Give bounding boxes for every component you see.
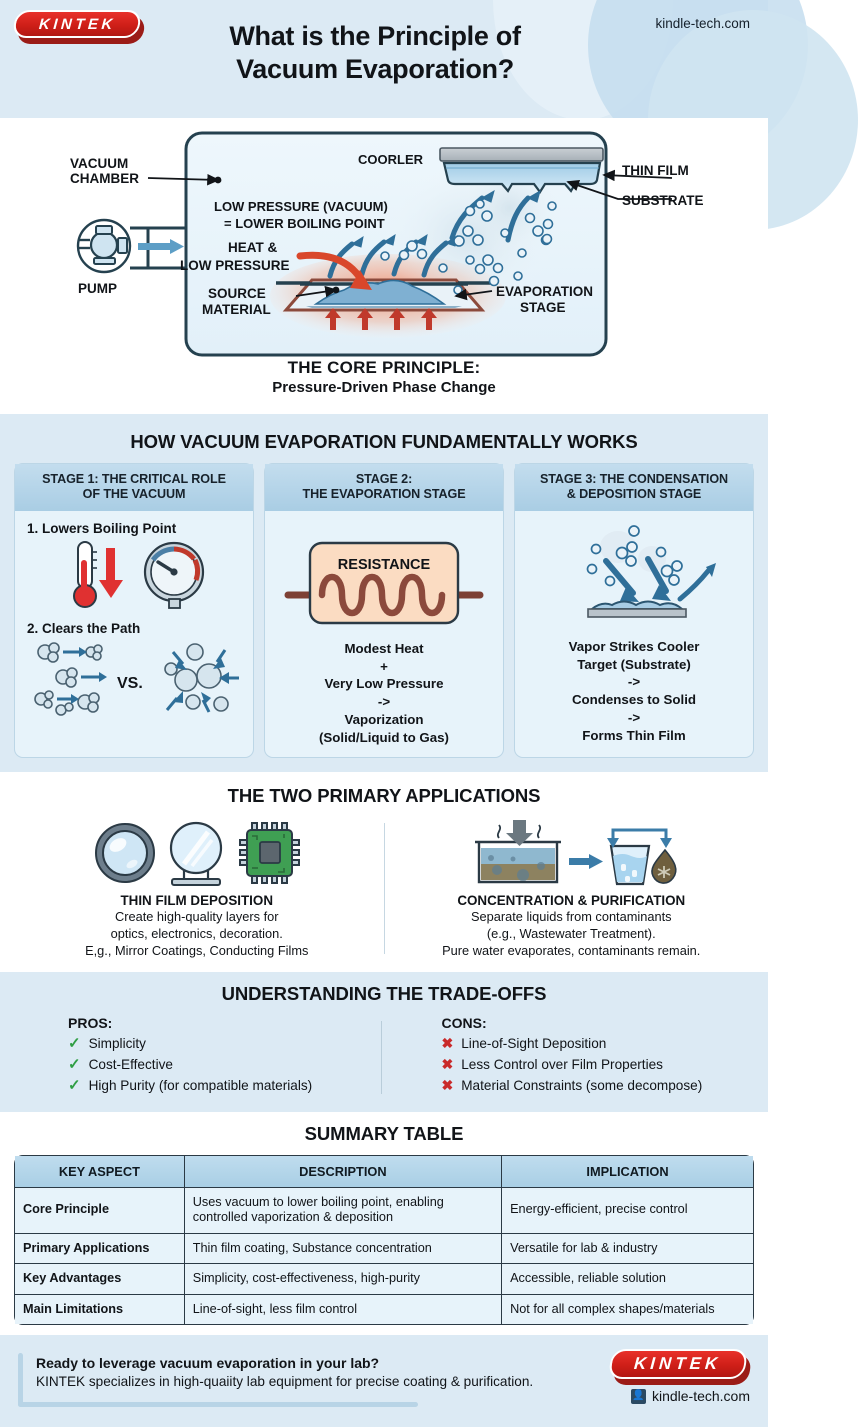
cons-heading: CONS: — [441, 1014, 487, 1031]
table-cell-aspect: Core Principle — [15, 1188, 185, 1234]
stage-2-text — [273, 640, 495, 747]
footer-accent-underline — [18, 1402, 418, 1407]
stage-1-header-line-1: STAGE 1: THE CRITICAL ROLE — [42, 472, 226, 486]
footer-brand-block — [610, 1349, 750, 1404]
cross-icon: ✖ — [441, 1056, 454, 1073]
pros-item-label: Cost-Effective — [88, 1057, 173, 1073]
label-source-1: SOURCE — [208, 286, 266, 301]
stage-3-text-line-2: Target (Substrate) — [577, 656, 691, 672]
table-cell-description: Uses vacuum to lower boiling point, enabling controlled vaporization & deposition — [185, 1188, 502, 1234]
thin-film-desc-1: Create high-quality layers for — [114, 908, 279, 924]
stage-2-header-line-2: THE EVAPORATION STAGE — [302, 487, 466, 502]
footer — [0, 1335, 768, 1427]
mirror-icon — [171, 823, 221, 885]
stage-card-2[interactable] — [264, 463, 504, 758]
table-cell-implication: Accessible, reliable solution — [502, 1264, 753, 1294]
condensation-deposition-icon — [530, 519, 738, 627]
label-low-pressure-1: LOW PRESSURE (VACUUM) — [214, 199, 388, 214]
stage-2-text-line-3: Very Low Pressure — [324, 676, 444, 692]
cons-item-label: Material Constraints (some decompose) — [461, 1078, 703, 1094]
stage-2-text-line-6: (Solid/Liquid to Gas) — [318, 729, 449, 745]
kintek-logo[interactable] — [14, 10, 144, 44]
logo-body — [12, 10, 142, 38]
check-icon: ✓ — [68, 1077, 81, 1095]
table-header-description: DESCRIPTION — [185, 1156, 502, 1188]
pros-item — [68, 1057, 381, 1073]
pros-item — [68, 1078, 381, 1094]
check-icon: ✓ — [68, 1034, 81, 1052]
contact-card-icon: 👤 — [631, 1389, 646, 1404]
stage-1-icons-row-2 — [23, 636, 245, 721]
stage-3-text-line-4: Condenses to Solid — [571, 692, 697, 708]
thermometer-icon — [74, 542, 97, 607]
pros-heading: PROS: — [68, 1014, 113, 1031]
pressure-gauge-icon — [145, 543, 203, 608]
pros-item-label: High Purity (for compatible materials) — [88, 1078, 313, 1094]
table-header-implication: IMPLICATION — [502, 1156, 753, 1188]
vacuum-evaporation-diagram — [0, 118, 768, 414]
footer-site-link[interactable] — [610, 1388, 750, 1404]
stage-3-text-line-1: Vapor Strikes Cooler — [568, 638, 700, 654]
summary-table-section — [0, 1112, 768, 1335]
table-header-key-aspect: KEY ASPECT — [15, 1156, 185, 1188]
footer-subline: KINTEK specializes in high-quaiity lab equipment for precise coating & purification. — [36, 1374, 534, 1390]
stage-cards-row — [14, 463, 754, 758]
page-title-line-1: What is the Principle of — [229, 21, 521, 51]
optics-mirror-chip-icons — [92, 820, 302, 886]
logo-wordmark: KINTEK — [37, 15, 117, 33]
clean-water-glass-icon — [607, 830, 676, 884]
stage-3-header-line-2: & DEPOSITION STAGE — [566, 487, 702, 502]
label-vacuum-chamber-2: CHAMBER — [70, 171, 139, 186]
table-cell-implication: Versatile for lab & industry — [502, 1234, 753, 1264]
stage-2-body — [265, 511, 503, 757]
clear-path-comparison-icon — [25, 636, 243, 716]
table-row — [15, 1188, 753, 1234]
cons-item-label: Line-of-Sight Deposition — [461, 1035, 607, 1051]
thin-film-title: THIN FILM DEPOSITION — [120, 892, 273, 908]
stages-section — [0, 414, 768, 772]
diagram-svg — [0, 118, 768, 368]
core-principle-caption — [0, 358, 768, 396]
label-heat-1: HEAT & — [228, 240, 278, 255]
pros-item — [68, 1036, 381, 1052]
application-thin-film-deposition[interactable] — [14, 817, 380, 960]
table-cell-aspect: Main Limitations — [15, 1295, 185, 1324]
label-vacuum-chamber-1: VACUUM — [70, 156, 129, 171]
stage-1-header — [15, 464, 253, 511]
core-principle-subtitle: Pressure-Driven Phase Change — [272, 379, 496, 396]
stage-3-text — [523, 638, 745, 745]
resistance-label: RESISTANCE — [337, 556, 431, 573]
footer-site-label: kindle-tech.com — [651, 1388, 750, 1405]
label-substrate: SUBSTRATE — [622, 193, 704, 208]
purification-title: CONCENTRATION & PURIFICATION — [457, 892, 686, 908]
footer-logo-wordmark: KINTEK — [633, 1354, 723, 1374]
footer-kintek-logo[interactable] — [610, 1349, 750, 1381]
stage-3-text-line-3: -> — [627, 674, 641, 690]
table-row — [15, 1234, 753, 1264]
process-arrow — [569, 854, 603, 869]
cons-item — [442, 1057, 755, 1073]
cross-icon: ✖ — [441, 1034, 454, 1051]
footer-accent-bar — [18, 1353, 23, 1407]
thin-film-icons — [20, 817, 374, 889]
table-cell-aspect: Key Advantages — [15, 1264, 185, 1294]
label-pump: PUMP — [78, 281, 118, 296]
applications-section-title: THE TWO PRIMARY APPLICATIONS — [227, 784, 541, 806]
stage-2-text-line-2: + — [380, 658, 388, 674]
tradeoffs-row — [14, 1015, 754, 1100]
stage-1-point-1: 1. Lowers Boiling Point — [27, 520, 177, 536]
contaminated-tank-icon — [475, 820, 561, 882]
applications-section — [0, 772, 768, 972]
check-icon: ✓ — [68, 1056, 81, 1074]
purification-desc-1: Separate liquids from contaminants — [470, 908, 672, 924]
stage-1-header-line-2: OF THE VACUUM — [82, 487, 186, 502]
stages-section-title: HOW VACUUM EVAPORATION FUNDAMENTALLY WORKS — [130, 431, 638, 452]
label-source-2: MATERIAL — [202, 302, 271, 317]
lens-icon — [96, 824, 154, 882]
gas-clouds-group — [35, 643, 102, 715]
header — [0, 0, 768, 118]
label-cooler: COORLER — [358, 152, 423, 167]
cross-icon: ✖ — [441, 1077, 454, 1094]
vs-label: VS. — [117, 674, 143, 692]
purification-icons — [395, 817, 749, 889]
table-cell-description: Simplicity, cost-effectiveness, high-purity — [185, 1264, 502, 1294]
stage-2-header — [265, 464, 503, 511]
flow-arrow — [138, 239, 184, 254]
label-evaporation-2: STAGE — [520, 300, 566, 315]
table-row — [15, 1264, 753, 1294]
table-cell-aspect: Primary Applications — [15, 1234, 185, 1264]
stage-1-body — [15, 511, 253, 757]
summary-table-title: SUMMARY TABLE — [304, 1122, 464, 1144]
table-row — [15, 1295, 753, 1324]
incoming-molecules — [588, 526, 683, 586]
table-cell-implication: Energy-efficient, precise control — [502, 1188, 753, 1234]
summary-table — [14, 1155, 754, 1325]
cons-item — [442, 1078, 755, 1094]
water-purification-icon — [461, 818, 681, 888]
header-site-url[interactable]: kindle-tech.com — [655, 16, 750, 31]
footer-text-block — [36, 1355, 533, 1389]
thin-film-desc-2: optics, electronics, decoration. — [110, 925, 283, 941]
stage-3-header — [515, 464, 753, 511]
down-arrow-icon — [99, 548, 123, 598]
thermometer-and-gauge-icons — [34, 536, 234, 614]
stage-1-icons-row-1 — [23, 536, 245, 619]
stage-1-point-2: 2. Clears the Path — [27, 620, 141, 636]
applications-row — [14, 817, 754, 960]
stage-2-text-line-1: Modest Heat — [344, 640, 424, 656]
applications-divider — [384, 823, 385, 954]
footer-logo-body — [608, 1349, 748, 1379]
purification-desc-3: Pure water evaporates, contaminants remain. — [442, 943, 701, 959]
table-cell-implication: Not for all complex shapes/materials — [502, 1295, 753, 1324]
stage-3-body — [515, 511, 753, 757]
stage-card-3[interactable] — [514, 463, 754, 758]
cons-item-label: Less Control over Film Properties — [461, 1057, 663, 1073]
stage-card-1[interactable] — [14, 463, 254, 758]
microchip-icon — [240, 823, 299, 883]
table-header-row — [15, 1156, 753, 1188]
thin-film-desc-3: E,g., Mirror Coatings, Conducting Films — [85, 943, 309, 959]
stage-2-header-line-1: STAGE 2: — [355, 472, 413, 486]
page-title-line-2: Vacuum Evaporation? — [236, 53, 514, 84]
cons-item — [442, 1036, 755, 1052]
stage-3-text-line-6: Forms Thin Film — [582, 727, 686, 743]
stage-2-text-line-5: Vaporization — [344, 711, 424, 727]
core-principle-title: THE CORE PRINCIPLE: — [287, 358, 481, 377]
label-low-pressure-2: = LOWER BOILING POINT — [224, 216, 385, 231]
label-evaporation-1: EVAPORATION — [496, 284, 594, 299]
tradeoffs-section-title: UNDERSTANDING THE TRADE-OFFS — [221, 982, 547, 1004]
pump-glyph — [78, 220, 130, 272]
table-cell-description: Thin film coating, Substance concentration — [185, 1234, 502, 1264]
page-title — [150, 20, 600, 86]
stage-3-text-line-5: -> — [627, 709, 641, 725]
pros-column — [14, 1015, 381, 1100]
table-cell-description: Line-of-sight, less film control — [185, 1295, 502, 1324]
label-thin-film: THIN FILM — [622, 163, 689, 178]
footer-headline: Ready to leverage vacuum evaporation in your lab? — [36, 1355, 380, 1372]
application-concentration-purification[interactable] — [389, 817, 755, 960]
purification-desc-2: (e.g., Wastewater Treatment). — [486, 925, 656, 941]
pros-item-label: Simplicity — [88, 1035, 146, 1051]
tradeoffs-section — [0, 972, 768, 1112]
cons-column — [382, 1015, 755, 1100]
stage-3-header-line-1: STAGE 3: THE CONDENSATION — [539, 472, 729, 486]
label-heat-2: LOW PRESSURE — [180, 258, 290, 273]
stage-2-text-line-4: -> — [377, 694, 391, 710]
resistance-heater-icon — [284, 537, 484, 629]
